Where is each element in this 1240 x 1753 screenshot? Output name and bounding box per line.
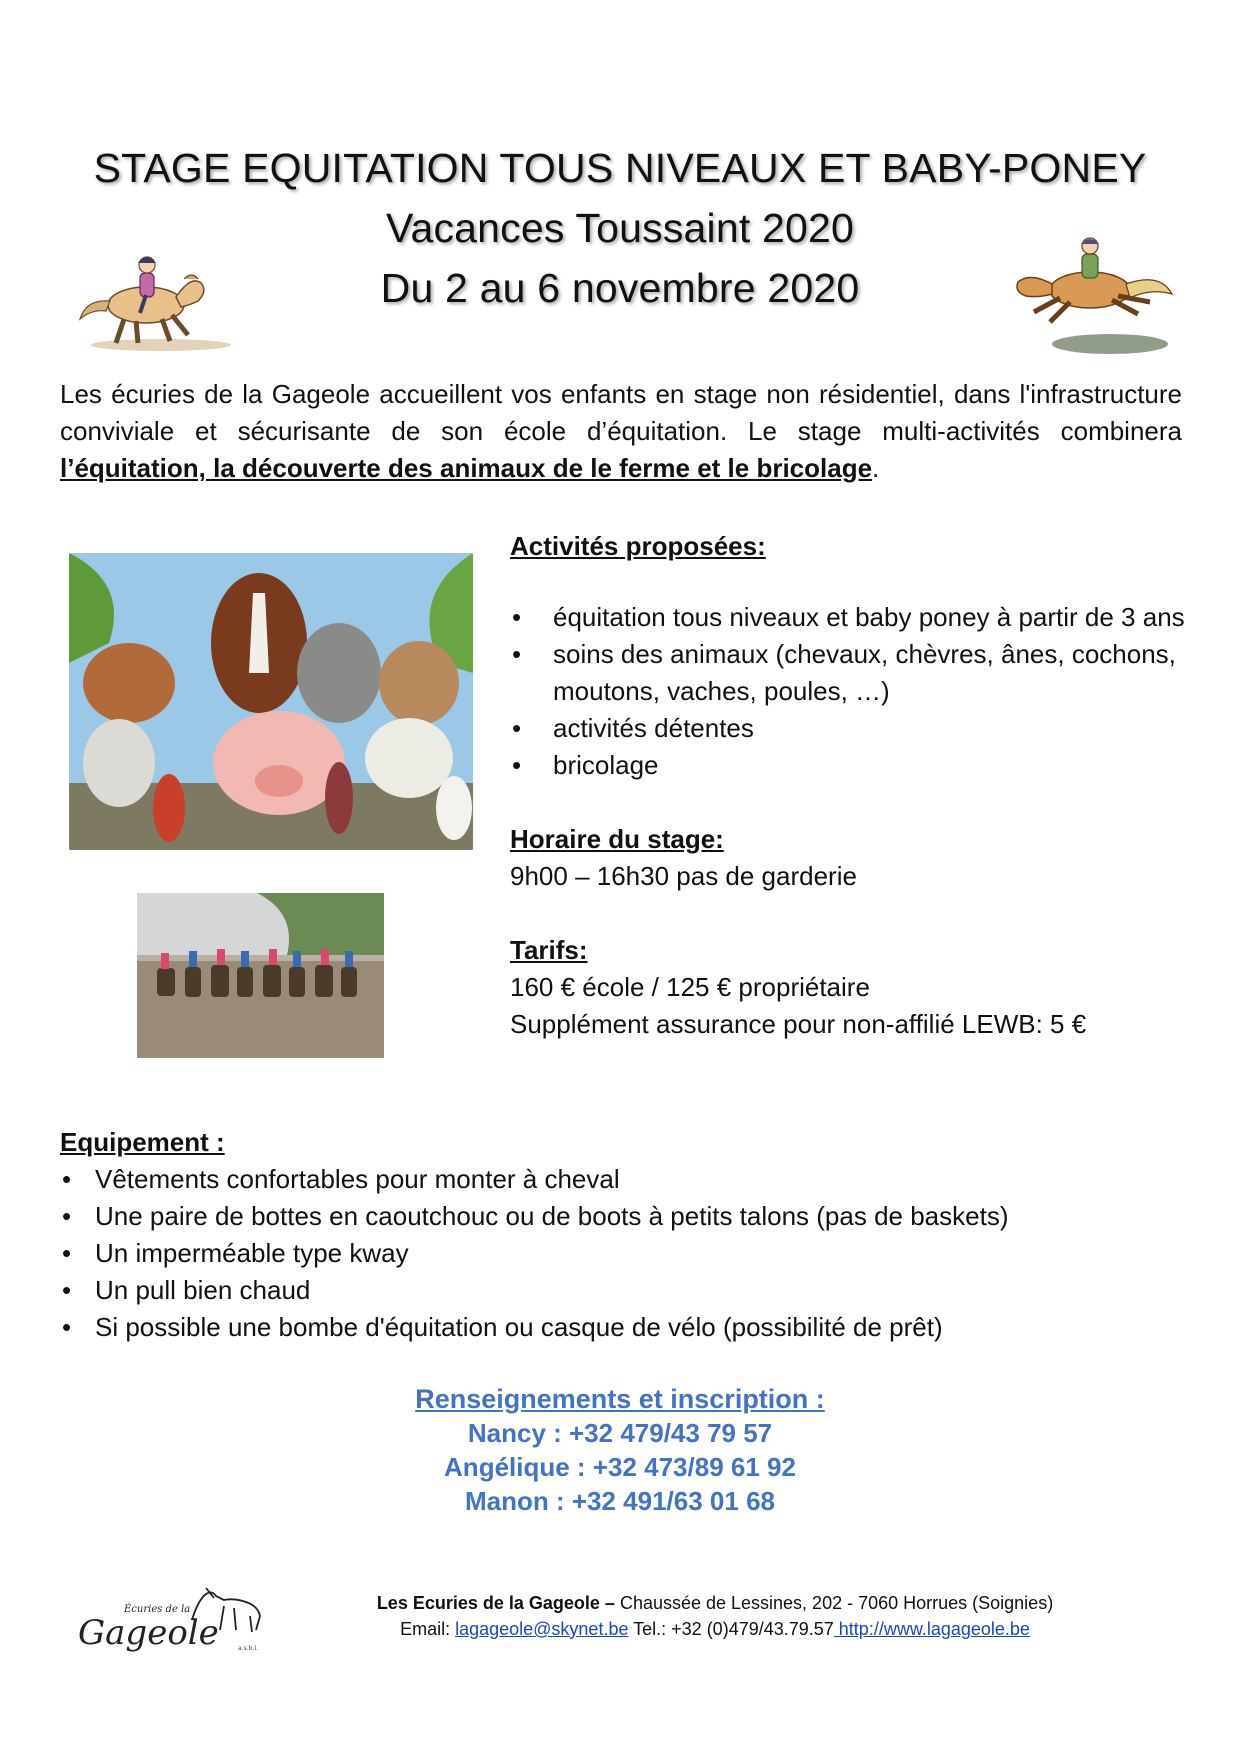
activities-heading: Activités proposées:	[510, 531, 766, 561]
pony-rider-right-illustration	[1000, 232, 1178, 362]
pony-rider-left-illustration	[66, 235, 236, 355]
intro-end: .	[872, 453, 880, 483]
contact-heading: Renseignements et inscription :	[415, 1384, 825, 1414]
footer-address-line	[330, 1590, 1100, 1616]
equipment-section	[60, 1124, 1180, 1346]
schedule-text: 9h00 – 16h30 pas de garderie	[510, 861, 857, 891]
logo-suffix-text: a.s.b.l.	[238, 1645, 258, 1652]
equipment-heading: Equipement :	[60, 1127, 225, 1157]
gageole-logo	[74, 1580, 274, 1660]
schedule-heading: Horaire du stage:	[510, 824, 724, 854]
prices-line-2: Supplément assurance pour non-affilié LEWB: 5 €	[510, 1009, 1087, 1039]
list-item: • Un imperméable type kway	[60, 1235, 1180, 1272]
list-item: • soins des animaux (chevaux, chèvres, ânes, cochons, moutons, vaches, poules, …)	[510, 636, 1190, 710]
logo-main-text: Gageole	[78, 1613, 219, 1653]
prices-line-1: 160 € école / 125 € propriétaire	[510, 972, 870, 1002]
footer-email-link[interactable]: lagageole@skynet.be	[455, 1619, 629, 1639]
title-dates: Du 2 au 6 novembre 2020	[380, 265, 860, 311]
farm-animals-photo	[69, 553, 473, 850]
title-main: STAGE EQUITATION TOUS NIVEAUX ET BABY-PONEY	[93, 145, 1147, 191]
intro-text: Les écuries de la Gageole accueillent vos enfants en stage non résidentiel, dans l'infrastructure conviviale et sécurisante de son école d’équitation. Le stage multi-activités combinera	[60, 379, 1182, 446]
list-item: • activités détentes	[510, 710, 1190, 747]
intro-highlight: l’équitation, la découverte des animaux de le ferme et le bricolage	[60, 453, 873, 483]
contact-line: Manon : +32 491/63 01 68	[464, 1486, 775, 1516]
contact-line: Angélique : +32 473/89 61 92	[444, 1452, 796, 1482]
list-item: • Vêtements confortables pour monter à cheval	[60, 1161, 1180, 1198]
footer-address: Chaussée de Lessines, 202 - 7060 Horrues (Soignies)	[614, 1593, 1054, 1613]
footer-contact-line	[330, 1616, 1100, 1642]
activities-list	[510, 599, 1190, 784]
info-column	[510, 528, 1190, 1043]
footer-website-link[interactable]: http://www.lagageole.be	[833, 1619, 1030, 1639]
equipment-list	[60, 1161, 1180, 1346]
logo-small-text: Écuries de la	[124, 1604, 191, 1615]
contact-line: Nancy : +32 479/43 79 57	[467, 1418, 773, 1448]
title-subtitle: Vacances Toussaint 2020	[385, 205, 855, 251]
contact-section	[0, 1382, 1240, 1518]
footer	[330, 1590, 1100, 1642]
list-item: • bricolage	[510, 747, 1190, 784]
footer-tel: Tel.: +32 (0)479/43.79.57	[628, 1619, 834, 1639]
list-item: • équitation tous niveaux et baby poney à partir de 3 ans	[510, 599, 1190, 636]
list-item: • Une paire de bottes en caoutchouc ou de boots à petits talons (pas de baskets)	[60, 1198, 1180, 1235]
prices-heading: Tarifs:	[510, 935, 588, 965]
footer-email-label: Email:	[400, 1619, 456, 1639]
intro-paragraph	[60, 376, 1182, 487]
footer-org: Les Ecuries de la Gageole –	[376, 1593, 615, 1613]
list-item: • Un pull bien chaud	[60, 1272, 1180, 1309]
kids-riding-group-photo	[137, 893, 384, 1058]
list-item: • Si possible une bombe d'équitation ou casque de vélo (possibilité de prêt)	[60, 1309, 1180, 1346]
